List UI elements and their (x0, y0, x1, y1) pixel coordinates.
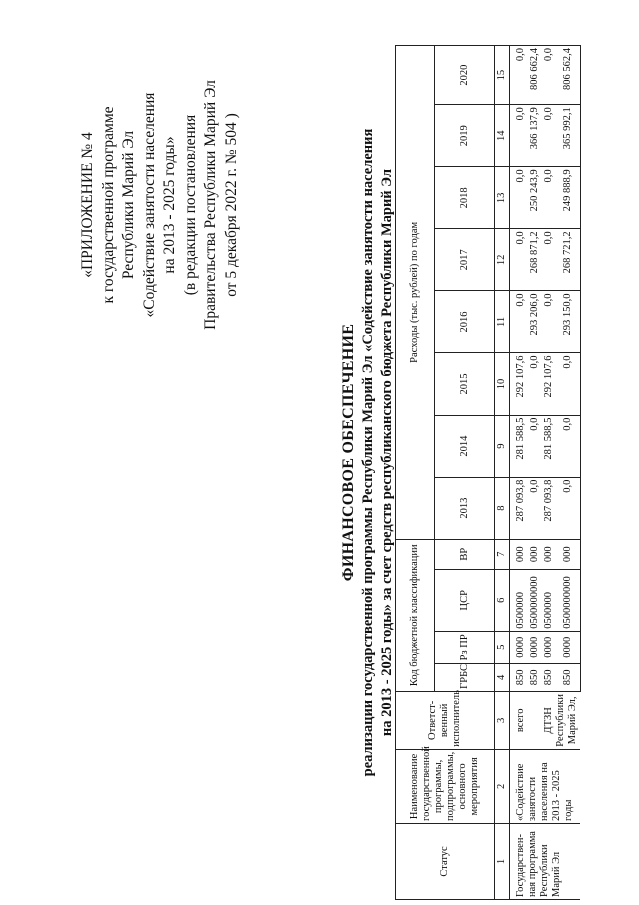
cell-value: 0,0 (542, 291, 561, 353)
cell-value: 365 992,1 (561, 105, 580, 167)
col-number: 6 (495, 569, 510, 631)
header-executor: Ответст-венный исполнитель (396, 691, 495, 749)
cell-value: 0,0 (542, 167, 561, 229)
cell-value: 268 871,2 (528, 229, 542, 291)
header-vr: ВР (435, 539, 495, 569)
cell-value: 366 137,9 (528, 105, 542, 167)
cell-value: 293 206,0 (528, 291, 542, 353)
row-executor-dtzn: ДТЗН Республики Марий Эл, (542, 691, 580, 749)
title-subtitle-line1: реализации государственной программы Республики Марий Эл «Содействие занятости населения (360, 128, 376, 777)
appendix-line: Правительства Республики Марий Эл (202, 80, 219, 330)
col-number: 4 (495, 663, 510, 691)
cell-value: 0,0 (542, 229, 561, 291)
cell-csr: 0500000000 (528, 569, 542, 631)
col-number: 10 (495, 353, 510, 415)
appendix-block (78, 40, 242, 370)
cell-rzpr: 0000 (561, 631, 580, 663)
cell-vr: 000 (510, 539, 529, 569)
cell-value: 0,0 (542, 46, 561, 105)
cell-value: 0,0 (528, 353, 542, 415)
col-number: 15 (495, 46, 510, 105)
header-expenses: Расходы (тыс. рублей) по годам (396, 46, 435, 540)
appendix-line: (в редакции постановления (181, 114, 199, 296)
header-csr: ЦСР (435, 569, 495, 631)
cell-value: 249 888,9 (561, 167, 580, 229)
cell-value: 0,0 (510, 105, 529, 167)
cell-value: 0,0 (528, 477, 542, 539)
cell-value: 293 150,0 (561, 291, 580, 353)
row-status: Государствен-ная программа Республики Марий Эл (510, 823, 581, 899)
cell-value: 0,0 (561, 477, 580, 539)
cell-csr: 0500000000 (561, 569, 580, 631)
header-grbs: ГРБС (435, 663, 495, 691)
col-number: 1 (495, 823, 510, 899)
cell-csr: 0500000 (510, 569, 529, 631)
header-year: 2020 (435, 46, 495, 105)
cell-value: 281 588,5 (510, 415, 529, 477)
table-row (510, 46, 529, 900)
col-number: 14 (495, 105, 510, 167)
row-executor-total: всего (510, 691, 543, 749)
col-number: 2 (495, 749, 510, 823)
financing-table (395, 45, 581, 900)
header-name: Наименование государственной программы, подпрограммы, основного мероприятия (396, 749, 495, 823)
cell-value: 0,0 (528, 415, 542, 477)
cell-value: 292 107,6 (542, 353, 561, 415)
cell-vr: 000 (542, 539, 561, 569)
header-year: 2017 (435, 229, 495, 291)
appendix-line: от 5 декабря 2022 г. № 504 ) (222, 113, 240, 297)
document-title (338, 0, 397, 905)
col-number: 12 (495, 229, 510, 291)
cell-csr: 0500000 (542, 569, 561, 631)
cell-value: 0,0 (561, 353, 580, 415)
col-number: 7 (495, 539, 510, 569)
col-number: 9 (495, 415, 510, 477)
cell-value: 287 093,8 (542, 477, 561, 539)
appendix-line: на 2013 - 2025 годы» (161, 136, 178, 274)
header-status: Статус (396, 823, 495, 899)
appendix-line: «Содействие занятости населения (140, 92, 158, 318)
appendix-line: Республики Марий Эл (120, 130, 137, 280)
cell-rzpr: 0000 (542, 631, 561, 663)
cell-value: 806 662,4 (528, 46, 542, 105)
cell-grbs: 850 (510, 663, 529, 691)
col-number: 8 (495, 477, 510, 539)
header-year: 2014 (435, 415, 495, 477)
cell-grbs: 850 (542, 663, 561, 691)
header-year: 2015 (435, 353, 495, 415)
cell-vr: 000 (561, 539, 580, 569)
cell-value: 292 107,6 (510, 353, 529, 415)
cell-grbs: 850 (561, 663, 580, 691)
header-rzpr: Рз ПР (435, 631, 495, 663)
header-budget-code: Код бюджетной классификации (396, 539, 435, 691)
header-year: 2016 (435, 291, 495, 353)
cell-vr: 000 (528, 539, 542, 569)
col-number: 3 (495, 691, 510, 749)
col-number: 5 (495, 631, 510, 663)
cell-value: 0,0 (510, 46, 529, 105)
cell-value: 806 562,4 (561, 46, 580, 105)
cell-value: 0,0 (561, 415, 580, 477)
row-program-name: «Содействие занятости населения на 2013 - 2025 годы (510, 749, 581, 823)
cell-rzpr: 0000 (528, 631, 542, 663)
cell-grbs: 850 (528, 663, 542, 691)
cell-value: 0,0 (510, 167, 529, 229)
col-number: 11 (495, 291, 510, 353)
cell-value: 0,0 (510, 229, 529, 291)
cell-value: 0,0 (542, 105, 561, 167)
col-number: 13 (495, 167, 510, 229)
cell-value: 0,0 (510, 291, 529, 353)
cell-value: 281 588,5 (542, 415, 561, 477)
cell-value: 250 243,9 (528, 167, 542, 229)
cell-value: 268 721,2 (561, 229, 580, 291)
cell-rzpr: 0000 (510, 631, 529, 663)
header-year: 2019 (435, 105, 495, 167)
cell-value: 287 093,8 (510, 477, 529, 539)
header-year: 2018 (435, 167, 495, 229)
title-main: ФИНАНСОВОЕ ОБЕСПЕЧЕНИЕ (340, 323, 357, 582)
appendix-line: «ПРИЛОЖЕНИЕ № 4 (79, 132, 96, 278)
appendix-line: к государственной программе (99, 106, 117, 304)
title-subtitle-line2: на 2013 - 2025 годы» за счет средств республиканского бюджета Республики Марий Эл (379, 168, 395, 737)
header-year: 2013 (435, 477, 495, 539)
